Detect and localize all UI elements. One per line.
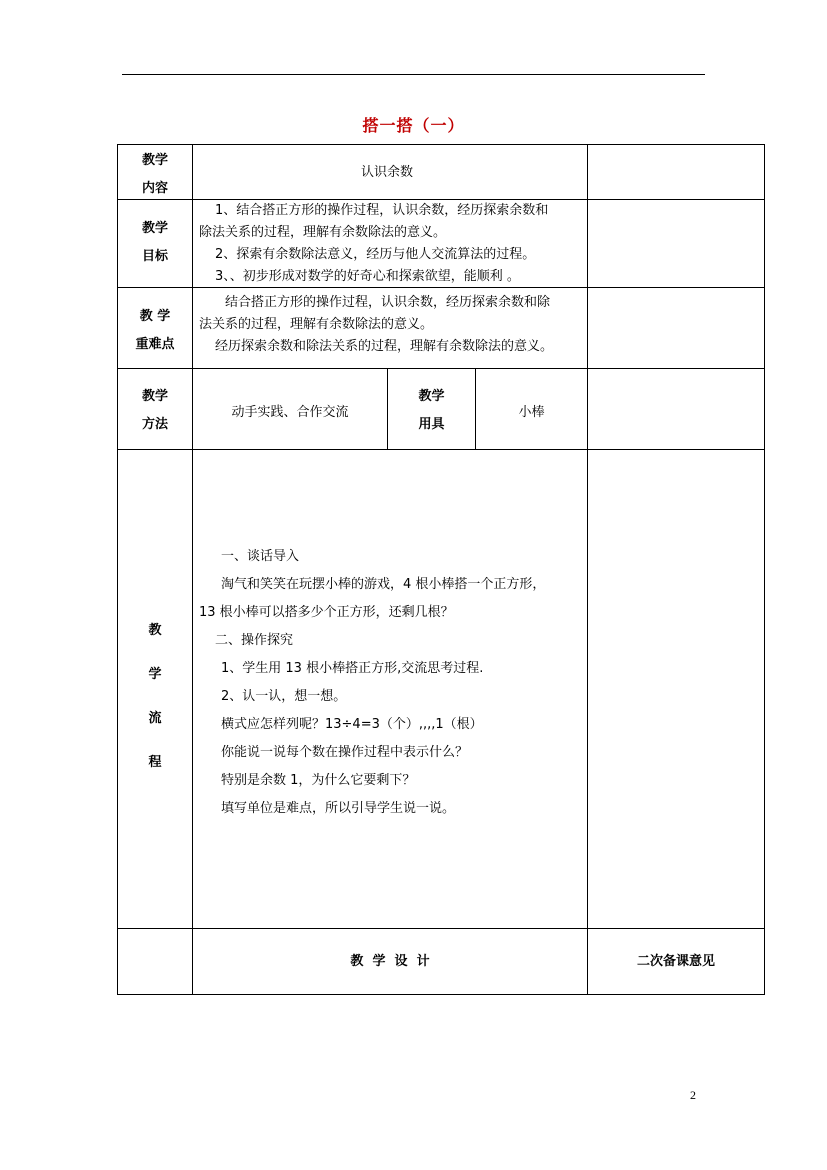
table-border <box>117 144 118 995</box>
table-row-divider <box>117 928 765 929</box>
design-label: 教 学 设 计 <box>350 954 430 969</box>
tools-label: 教学 用具 <box>418 389 445 432</box>
goals-text: 1、结合搭正方形的操作过程，认识余数，经历探索余数和 除法关系的过程，理解有余数除法的意义。 2、探索有余数除法意义，经历与他人交流算法的过程。 3、、初步形成对数学的好奇心和探索欲望，能顺利 。 <box>199 203 549 284</box>
method-label: 教学 方法 <box>141 389 168 432</box>
page-number: 2 <box>690 1088 696 1102</box>
table-column-divider <box>587 144 588 995</box>
table-column-divider <box>192 144 193 995</box>
content-value: 认识余数 <box>361 165 414 180</box>
tools-value: 小棒 <box>518 405 545 420</box>
header-rule <box>122 74 705 75</box>
key-points-label: 教 学 重难点 <box>135 309 175 352</box>
goals-label: 教学 目标 <box>141 221 168 264</box>
flow-text: 一、谈话导入 淘气和笑笑在玩摆小棒的游戏，4 根小棒搭一个正方形， 13 根小棒可以搭多少个正方形，还剩几根？ 二、操作探究 1、学生用 13 根小棒搭正方形,交流思考过程. 2、认一认，想一想。 横式应怎样列呢？13÷4=3（个）,,,,1（根） 你能说一说每个数在操作过程中表示什么？ 特别是余数 1，为什么它要剩下？ 填写单位是难点，所以引导学生说一说。 <box>199 549 546 816</box>
key-points-text: 结合搭正方形的操作过程，认识余数，经历探索余数和除 法关系的过程，理解有余数除法的意义。 经历探索余数和除法关系的过程，理解有余数除法的意义。 <box>199 295 554 354</box>
lesson-plan-table <box>117 144 764 995</box>
table-row-divider <box>117 449 765 450</box>
notes-label: 二次备课意见 <box>636 954 715 969</box>
table-border <box>117 994 765 995</box>
flow-label: 教 学 流 程 <box>148 623 162 770</box>
content-label: 教学 内容 <box>141 153 168 196</box>
page-title: 搭一搭（一） <box>362 116 465 135</box>
method-value: 动手实践、合作交流 <box>231 405 349 420</box>
table-row-divider <box>117 368 765 369</box>
table-border <box>764 144 765 995</box>
table-border <box>117 144 765 145</box>
